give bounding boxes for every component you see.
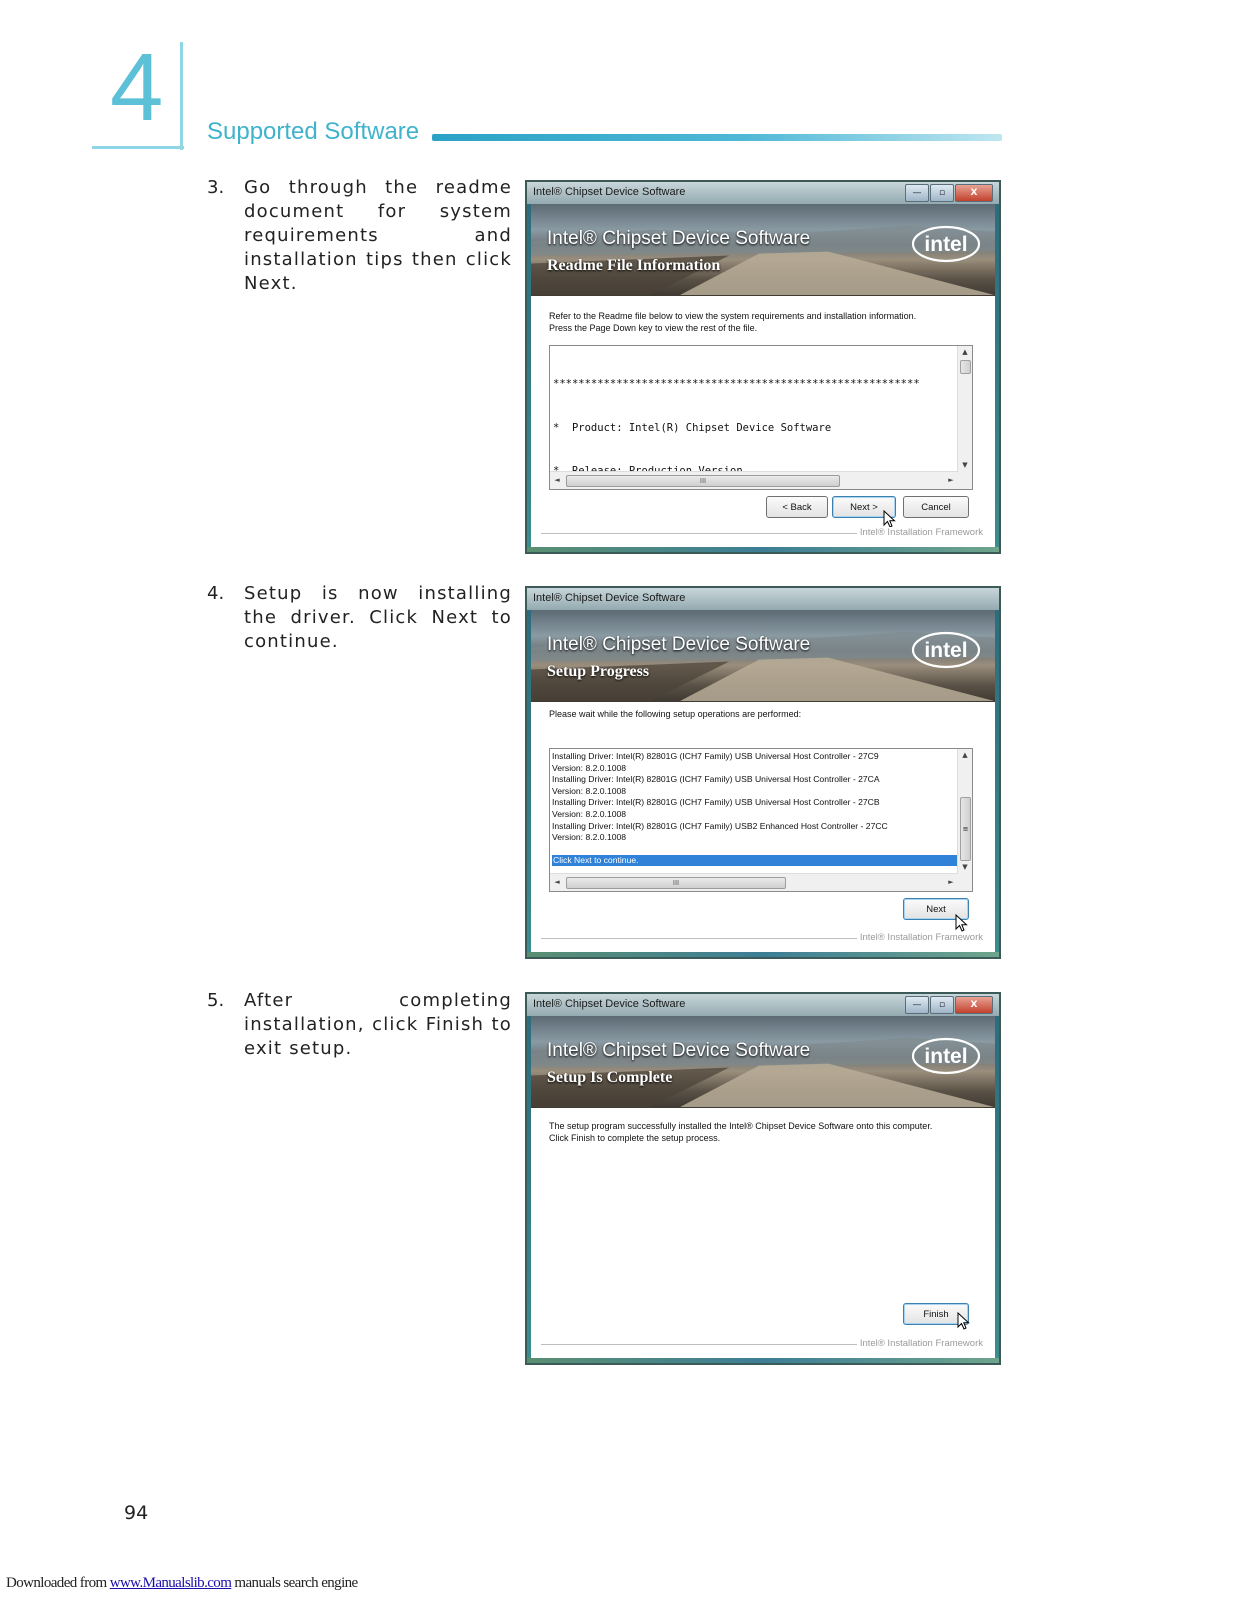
instructions-line: Click Finish to complete the setup process. (549, 1133, 721, 1143)
chapter-title-bar (432, 134, 1002, 141)
framework-label: Intel® Installation Framework (857, 1338, 983, 1349)
scroll-thumb[interactable]: ≡ (960, 797, 971, 861)
log-line: Version: 8.2.0.1008 (552, 785, 627, 796)
scroll-thumb[interactable]: III (566, 475, 840, 487)
log-line: Installing Driver: Intel(R) 82801G (ICH7 Family) USB2 Enhanced Host Controller - 27CC (552, 820, 888, 831)
svg-text:intel: intel (924, 639, 968, 662)
window-title: Intel® Chipset Device Software (533, 998, 686, 1010)
banner-title: Intel® Chipset Device Software (547, 1040, 811, 1061)
footer-suffix: manuals search engine (231, 1575, 358, 1591)
window-title: Intel® Chipset Device Software (533, 592, 686, 604)
banner-title: Intel® Chipset Device Software (547, 228, 811, 249)
svg-text:intel: intel (924, 233, 968, 256)
maximize-button[interactable]: ▫ (930, 996, 954, 1014)
next-button[interactable]: Next > (832, 496, 896, 518)
instructions-line: Press the Page Down key to view the rest of the file. (549, 323, 758, 333)
vertical-scrollbar[interactable] (957, 346, 972, 471)
instructions-line: The setup program successfully installed the Intel® Chipset Device Software onto this computer. (549, 1121, 933, 1131)
step-text: Go through the readme document for system requirements and installation tips then click Next. (244, 177, 512, 294)
window-right-edge (995, 1016, 999, 1363)
banner-title: Intel® Chipset Device Software (547, 634, 811, 655)
step-4 (207, 582, 512, 654)
step-number: 3. (207, 177, 225, 198)
step-3 (207, 176, 512, 296)
scroll-down-icon[interactable]: ▼ (962, 863, 968, 871)
window-right-edge (995, 204, 999, 552)
mouse-cursor-icon (955, 914, 969, 932)
step-5 (207, 989, 512, 1061)
instructions-line: Please wait while the following setup operations are performed: (549, 709, 802, 719)
footer-prefix: Downloaded from (6, 1575, 110, 1591)
log-line-selected[interactable]: Click Next to continue. (552, 855, 958, 867)
step-number: 4. (207, 583, 225, 604)
installer-window-readme (525, 180, 1001, 554)
scroll-right-icon[interactable]: ► (948, 476, 954, 484)
close-button[interactable]: X (955, 996, 993, 1014)
scroll-up-icon[interactable]: ▲ (962, 751, 968, 759)
vertical-scrollbar[interactable] (957, 749, 972, 873)
instructions-line: Refer to the Readme file below to view the system requirements and installation information. (549, 311, 917, 321)
banner-subtitle: Readme File Information (547, 257, 721, 274)
progress-log-list[interactable] (549, 748, 973, 892)
banner-subtitle: Setup Progress (547, 663, 650, 680)
window-left-edge (527, 204, 531, 552)
chapter-divider-horizontal (92, 146, 184, 149)
readme-line: ********************************************************** (553, 378, 920, 390)
chapter-title: Supported Software (207, 118, 420, 145)
mouse-cursor-icon (957, 1312, 971, 1330)
framework-label: Intel® Installation Framework (857, 932, 983, 943)
banner-subtitle: Setup Is Complete (547, 1069, 673, 1086)
header-banner (531, 204, 995, 296)
finish-button[interactable]: Finish (903, 1303, 969, 1325)
window-right-edge (995, 610, 999, 957)
log-line: Version: 8.2.0.1008 (552, 762, 627, 773)
installer-window-progress (525, 586, 1001, 959)
scroll-corner (958, 873, 972, 891)
next-button[interactable]: Next (903, 898, 969, 920)
scroll-down-icon[interactable]: ▼ (962, 461, 968, 469)
log-line: Version: 8.2.0.1008 (552, 808, 627, 819)
download-footer (6, 1575, 358, 1592)
scroll-thumb[interactable]: III (566, 877, 786, 889)
window-title: Intel® Chipset Device Software (533, 186, 686, 198)
log-line: Installing Driver: Intel(R) 82801G (ICH7 Family) USB Universal Host Controller - 27CB (552, 797, 880, 808)
window-left-edge (527, 1016, 531, 1363)
instructions (549, 708, 801, 720)
minimize-button[interactable]: — (905, 996, 929, 1014)
cancel-button[interactable]: Cancel (903, 496, 969, 518)
chapter-number: 4 (110, 34, 164, 141)
chapter-divider-vertical (180, 42, 183, 150)
intel-logo-icon (911, 1036, 981, 1076)
step-text: After completing installation, click Finish to exit setup. (244, 990, 512, 1059)
header-banner (531, 610, 995, 702)
scroll-up-icon[interactable]: ▲ (962, 348, 968, 356)
instructions (549, 1120, 932, 1144)
horizontal-scrollbar[interactable] (550, 471, 958, 489)
window-bottom-edge (527, 952, 999, 957)
scroll-corner (958, 471, 972, 489)
window-bottom-edge (527, 1358, 999, 1363)
framework-label: Intel® Installation Framework (857, 527, 983, 538)
title-bar (527, 182, 999, 204)
maximize-button[interactable]: ▫ (930, 184, 954, 202)
intel-logo-icon (911, 630, 981, 670)
instructions (549, 310, 916, 334)
readme-textbox[interactable] (549, 345, 973, 490)
minimize-button[interactable]: — (905, 184, 929, 202)
scroll-thumb[interactable] (960, 360, 971, 374)
installer-window-complete (525, 992, 1001, 1365)
close-button[interactable]: X (955, 184, 993, 202)
header-banner (531, 1016, 995, 1108)
log-line: Version: 8.2.0.1008 (552, 832, 627, 843)
step-text: Setup is now installing the driver. Click Next to continue. (244, 583, 512, 652)
svg-text:intel: intel (924, 1045, 968, 1068)
horizontal-scrollbar[interactable] (550, 873, 958, 891)
title-bar (527, 994, 999, 1016)
scroll-right-icon[interactable]: ► (948, 878, 954, 886)
scroll-left-icon[interactable]: ◄ (554, 878, 560, 886)
log-line: Installing Driver: Intel(R) 82801G (ICH7 Family) USB Universal Host Controller - 27CA (552, 774, 880, 785)
scroll-left-icon[interactable]: ◄ (554, 476, 560, 484)
title-bar (527, 588, 999, 610)
step-number: 5. (207, 990, 225, 1011)
readme-line: * Product: Intel(R) Chipset Device Software (553, 421, 832, 434)
window-left-edge (527, 610, 531, 957)
back-button[interactable]: < Back (766, 496, 828, 518)
manualslib-link[interactable]: www.Manualslib.com (109, 1575, 232, 1591)
window-bottom-edge (527, 547, 999, 552)
page-number: 94 (124, 1502, 149, 1524)
log-line: Installing Driver: Intel(R) 82801G (ICH7 Family) USB Universal Host Controller - 27C9 (552, 751, 879, 761)
intel-logo-icon (911, 224, 981, 264)
mouse-cursor-icon (883, 510, 897, 528)
